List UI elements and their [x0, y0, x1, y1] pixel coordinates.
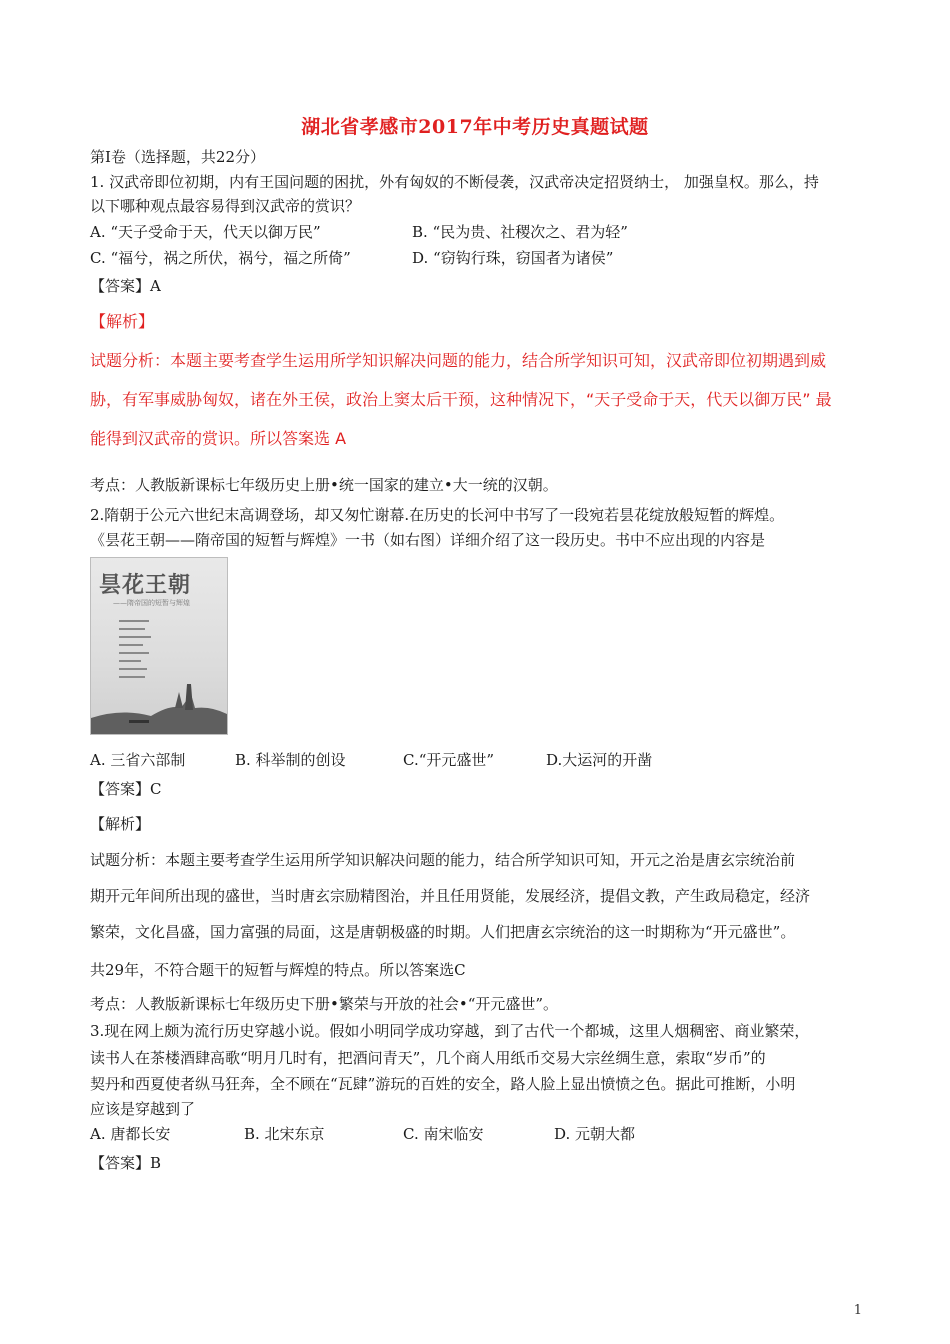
q1-analysis-line-1: 试题分析：本题主要考查学生运用所学知识解决问题的能力，结合所学知识可知，汉武帝即位初期遇到威 [90, 351, 827, 370]
book-cover-subtitle: ——隋帝国的短暂与辉煌 [113, 599, 190, 607]
q1-stem-line-1: 1. 汉武帝即位初期，内有王国问题的困扰，外有匈奴的不断侵袭，汉武帝决定招贤纳士， 加强皇权。那么，持 [90, 173, 819, 191]
q1-analysis-line-2: 胁，有军事威胁匈奴，诸在外王侯，政治上窦太后干预，这种情况下，“天子受命于天，代天以御万民” 最 [90, 390, 832, 409]
q2-analysis-line-4: 共29年，不符合题干的短暂与辉煌的特点。所以答案选C [90, 961, 466, 979]
q2-analysis-line-1: 试题分析：本题主要考查学生运用所学知识解决问题的能力，结合所学知识可知，开元之治是唐玄宗统治前 [90, 851, 796, 869]
q3-stem-line-2: 读书人在茶楼酒肆高歌“明月几时有，把酒问青天”，几个商人用纸币交易大宗丝绸生意，索取“岁币”的 [90, 1049, 766, 1067]
q2-option-d: D.大运河的开凿 [546, 751, 653, 769]
q1-analysis-line-3: 能得到汉武帝的赏识。所以答案选 A [90, 429, 347, 448]
q2-analysis-line-3: 繁荣，文化昌盛，国力富强的局面，这是唐朝极盛的时期。人们把唐玄宗统治的这一时期称为“开元盛世”。 [90, 923, 796, 941]
page-number: 1 [853, 1303, 862, 1318]
book-cover-image [90, 557, 228, 735]
q1-analysis-label: 【解析】 [90, 312, 155, 331]
q3-stem-line-4: 应该是穿越到了 [90, 1100, 196, 1118]
q2-option-c: C.“开元盛世” [403, 751, 495, 769]
section-header: 第Ⅰ卷（选择题，共22分） [90, 148, 266, 166]
q3-answer: 【答案】B [90, 1154, 162, 1172]
document-title: 湖北省孝感市2017年中考历史真题试题 [301, 116, 649, 138]
q2-option-a: A. 三省六部制 [90, 751, 186, 769]
q2-answer: 【答案】C [90, 780, 162, 798]
book-cover-artwork [91, 558, 227, 734]
q1-kaodian: 考点：人教版新课标七年级历史上册•统一国家的建立•大一统的汉朝。 [90, 476, 558, 494]
q2-option-b: B. 科举制的创设 [235, 751, 346, 769]
q1-option-d: D. “窃钩行珠，窃国者为诸侯” [412, 249, 614, 267]
q3-stem-line-3: 契丹和西夏使者纵马狂奔，全不顾在“瓦肆”游玩的百姓的安全，路人脸上显出愤愤之色。据此可推断，小明 [90, 1075, 796, 1093]
q3-option-b: B. 北宋东京 [244, 1125, 325, 1143]
q2-analysis-label: 【解析】 [90, 815, 151, 833]
q1-stem-line-2: 以下哪种观点最容易得到汉武帝的赏识？ [90, 197, 361, 215]
q1-option-c: C. “福兮，祸之所伏，祸兮，福之所倚” [90, 249, 351, 267]
q3-stem-line-1: 3.现在网上颇为流行历史穿越小说。假如小明同学成功穿越，到了古代一个都城，这里人烟稠密、商业繁荣， [90, 1022, 810, 1040]
q1-option-a: A. “天子受命于天，代天以御万民” [90, 223, 321, 241]
q3-option-c: C. 南宋临安 [403, 1125, 484, 1143]
q2-stem-line-2: 《昙花王朝——隋帝国的短暂与辉煌》一书（如右图）详细介绍了这一段历史。书中不应出现的内容是 [90, 531, 766, 549]
q3-option-d: D. 元朝大都 [554, 1125, 636, 1143]
book-cover-title: 昙花王朝 [99, 573, 192, 598]
q1-answer: 【答案】A [90, 277, 161, 295]
q2-stem-line-1: 2.隋朝于公元六世纪末高调登场，却又匆忙谢幕.在历史的长河中书写了一段宛若昙花绽放般短暂的辉煌。 [90, 506, 785, 524]
q2-analysis-line-2: 期开元年间所出现的盛世，当时唐玄宗励精图治，并且任用贤能，发展经济，提倡文教，产生政局稳定，经济 [90, 887, 811, 905]
q1-option-b: B. “民为贵、社稷次之、君为轻” [412, 223, 628, 241]
q2-kaodian: 考点：人教版新课标七年级历史下册•繁荣与开放的社会•“开元盛世”。 [90, 995, 559, 1013]
q3-option-a: A. 唐都长安 [90, 1125, 171, 1143]
